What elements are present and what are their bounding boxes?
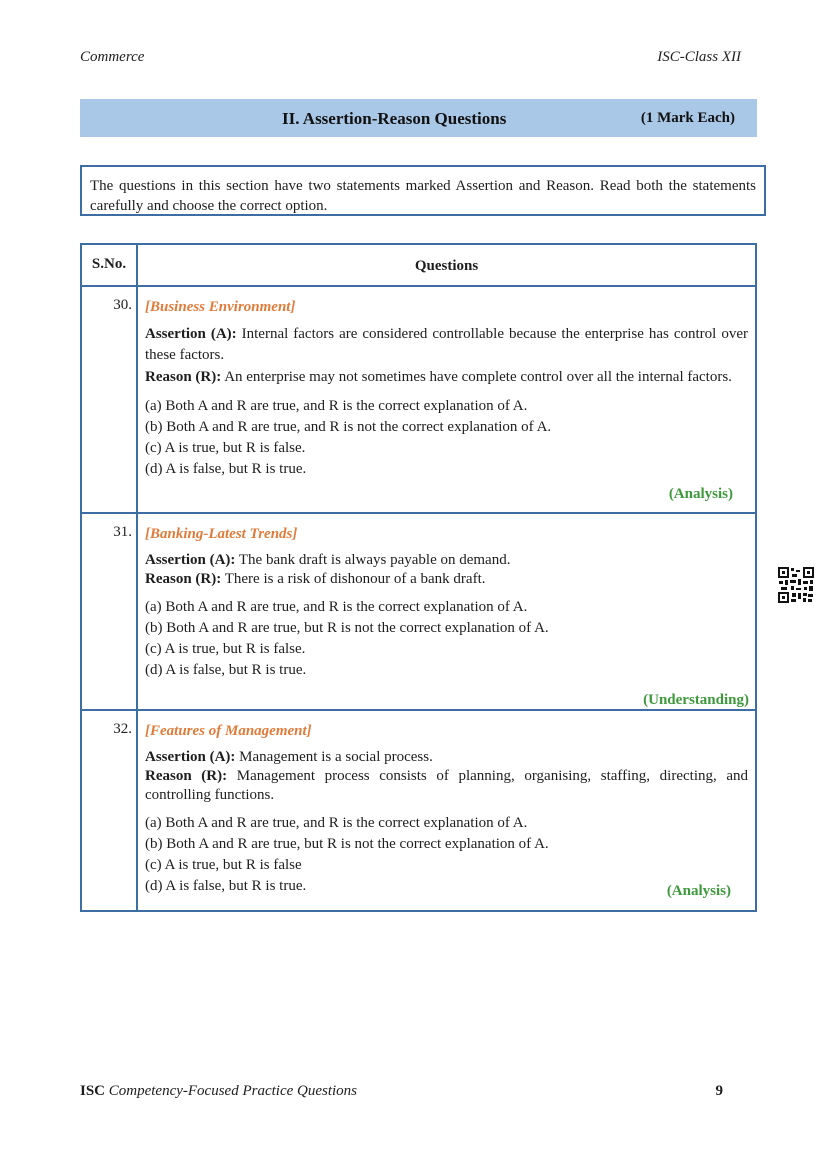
table-row <box>82 512 755 709</box>
section-marks: (1 Mark Each) <box>640 110 735 126</box>
instructions-box: The questions in this section have two statements marked Assertion and Reason. Read both the statements carefully and choose the correct option. <box>80 165 766 216</box>
reason-text: An enterprise may not sometimes have complete control over all the internal factors. <box>224 369 732 385</box>
assertion <box>145 748 748 767</box>
reason <box>145 767 748 805</box>
reason-text: Management process consists of planning, organising, staffing, directing, and controlling functions. <box>145 768 749 803</box>
option-c: (c) A is true, but R is false. <box>145 641 306 657</box>
option-a: (a) Both A and R are true, and R is the correct explanation of A. <box>145 815 528 831</box>
assertion-label: Assertion (A): <box>145 326 237 342</box>
footer-title <box>80 1083 357 1100</box>
table-row <box>82 709 755 910</box>
question-topic: [Business Environment] <box>145 299 296 315</box>
table-header-row <box>82 245 755 285</box>
assertion <box>145 551 748 570</box>
reason-label: Reason (R): <box>145 369 222 385</box>
reason-label: Reason (R): <box>145 768 228 784</box>
assertion-text: Management is a social process. <box>239 749 433 765</box>
option-c: (c) A is true, but R is false. <box>145 440 306 456</box>
reason <box>145 367 748 388</box>
options-list <box>145 813 748 897</box>
section-banner <box>80 99 757 137</box>
question-cell <box>138 711 755 910</box>
option-c: (c) A is true, but R is false <box>145 857 302 873</box>
cognitive-level: (Analysis) <box>668 486 733 502</box>
section-title: II. Assertion-Reason Questions <box>282 109 507 128</box>
option-b: (b) Both A and R are true, but R is not the correct explanation of A. <box>145 620 549 636</box>
qr-code-icon[interactable] <box>777 566 815 604</box>
assertion-label: Assertion (A): <box>145 552 236 568</box>
reason-label: Reason (R): <box>145 571 222 587</box>
question-topic: [Banking-Latest Trends] <box>145 526 298 542</box>
assertion-text: The bank draft is always payable on demand. <box>238 552 511 568</box>
option-b: (b) Both A and R are true, and R is not the correct explanation of A. <box>145 419 552 435</box>
running-header-class: ISC-Class XII <box>657 49 741 65</box>
question-number: 30. <box>82 287 138 512</box>
header-questions: Questions <box>414 258 479 274</box>
assertion <box>145 324 748 366</box>
options-list <box>145 597 748 681</box>
assertion-text: Internal factors are considered controllable because the enterprise has control over these factors. <box>145 326 748 363</box>
question-number: 31. <box>82 514 138 709</box>
option-a: (a) Both A and R are true, and R is the correct explanation of A. <box>145 398 528 414</box>
cognitive-level: (Understanding) <box>643 692 749 708</box>
page-number: 9 <box>715 1083 723 1099</box>
options-list <box>145 396 748 480</box>
question-cell <box>138 287 755 512</box>
footer-italic: Competency-Focused Practice Questions <box>108 1083 358 1099</box>
option-a: (a) Both A and R are true, and R is the correct explanation of A. <box>145 599 528 615</box>
assertion-label: Assertion (A): <box>145 749 236 765</box>
cognitive-level: (Analysis) <box>666 883 731 899</box>
header-sno: S.No. <box>82 245 138 285</box>
footer-bold: ISC <box>80 1083 106 1099</box>
reason-text: There is a risk of dishonour of a bank draft. <box>224 571 486 587</box>
option-b: (b) Both A and R are true, but R is not the correct explanation of A. <box>145 836 549 852</box>
option-d: (d) A is false, but R is true. <box>145 878 307 894</box>
option-d: (d) A is false, but R is true. <box>145 461 307 477</box>
option-d: (d) A is false, but R is true. <box>145 662 307 678</box>
question-number: 32. <box>82 711 138 910</box>
reason <box>145 570 748 589</box>
question-topic: [Features of Management] <box>145 723 312 739</box>
running-header-subject: Commerce <box>80 49 145 65</box>
table-row <box>82 285 755 512</box>
questions-table <box>80 243 757 912</box>
question-cell <box>138 514 755 709</box>
